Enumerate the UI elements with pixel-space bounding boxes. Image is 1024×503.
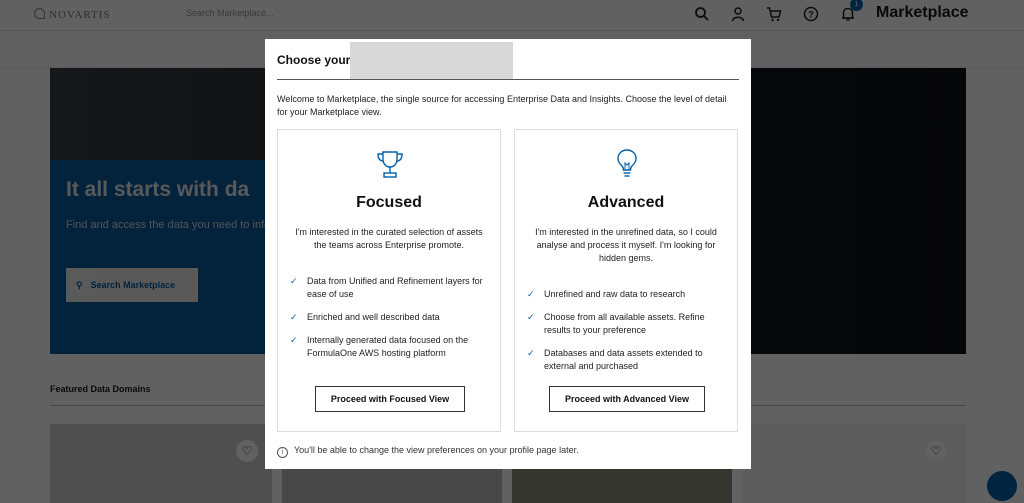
focused-option-panel (277, 129, 501, 432)
list-item (290, 334, 490, 360)
list-item (290, 311, 490, 324)
list-item-text: Data from Unified and Refinement layers for ease of use (307, 276, 483, 299)
advanced-option-panel (514, 129, 738, 432)
advanced-points (527, 288, 727, 383)
dialog-intro: Welcome to Marketplace, the single source for accessing Enterprise Data and Insights. Choose the level of detail for your Marketplace view. (277, 94, 727, 117)
list-item-text: Internally generated data focused on the FormulaOne AWS hosting platform (307, 335, 469, 358)
footer-note (277, 445, 579, 458)
list-item-text: Databases and data assets extended to external and purchased (544, 348, 703, 371)
trophy-icon (375, 148, 405, 182)
lightbulb-icon (612, 148, 642, 182)
check-icon: ✓ (290, 276, 298, 286)
redacted-block (350, 42, 513, 79)
list-item-text: Enriched and well described data (307, 312, 440, 322)
list-item (527, 347, 727, 373)
list-item-text: Choose from all available assets. Refine results to your preference (544, 312, 705, 335)
focused-points (290, 275, 490, 370)
focused-heading: Focused (356, 194, 422, 211)
list-item (527, 288, 727, 301)
proceed-advanced-button[interactable]: Proceed with Advanced View (549, 386, 705, 412)
info-icon: i (277, 447, 288, 458)
check-icon: ✓ (527, 312, 535, 322)
check-icon: ✓ (290, 312, 298, 322)
list-item-text: Unrefined and raw data to research (544, 289, 686, 299)
focused-description: I'm interested in the curated selection of assets the teams across Enterprise promote. (295, 227, 483, 250)
check-icon: ✓ (290, 335, 298, 345)
advanced-heading: Advanced (587, 194, 665, 211)
proceed-focused-button[interactable]: Proceed with Focused View (315, 386, 465, 412)
list-item (527, 311, 727, 337)
check-icon: ✓ (527, 348, 535, 358)
title-divider (277, 79, 739, 80)
advanced-description: I'm interested in the unrefined data, so I could analyse and process it myself. I'm looking for hidden gems. (535, 227, 717, 263)
dialog-title: Choose your (277, 53, 351, 67)
check-icon: ✓ (527, 289, 535, 299)
footer-note-text: You'll be able to change the view preferences on your profile page later. (294, 445, 579, 455)
view-selection-dialog (265, 39, 751, 469)
list-item (290, 275, 490, 301)
